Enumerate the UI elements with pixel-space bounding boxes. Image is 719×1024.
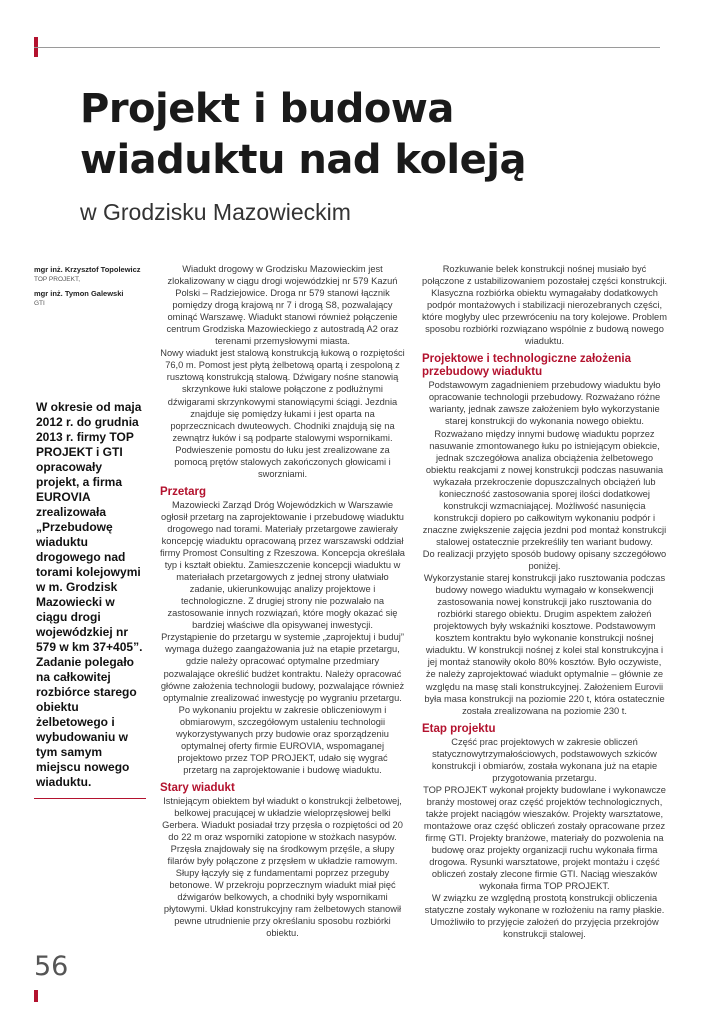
section-heading-zalozenia: Projektowe i technologiczne założenia przebudowy wiaduktu [422,353,631,379]
paragraph: Rozkuwanie belek konstrukcji nośnej musiało być połączone z ustabilizowaniem pozostałej części konstrukcji. Klasyczna rozbiórka obiektu wymagałaby dodatkowych podpór montażowych i stabilizacji nierozebranych części, które mogłyby ulec przewróceniu na tory kolejowe. Problem sposobu rozbiórki rozwiązano wspólnie z budową nowego wiaduktu. [422,264,667,347]
paragraph: TOP PROJEKT wykonał projekty budowlane i wykonawcze branży mostowej oraz część projektów technologicznych, także projekt naciągów wieszaków. Projekty warsztatowe, montażowe oraz część obliczeń zostały opracowane przez firmę GTI. Projekty branżowe, materiały do pozwolenia na budowę oraz projekty organizacji ruchu wykonała firma drogowa. Rysunki warsztatowe, projekt montażu i część obliczeń zostały zlecone firmie GTI. Naciąg wieszaków wykonała firma TOP PROJEKT. [423,784,666,892]
paragraph: Podstawowym zagadnieniem przebudowy wiaduktu było opracowanie technologii przebudowy. Rozważano różne warianty, jednak zawsze założeniem było wykorzystanie starej konstrukcji do wykonania nowego obiektu. Rozważano między innymi budowę wiaduktu poprzez nasuwanie zmontowanego łuku po istniejącym obiekcie, jednak szczegółowa analiza obciążenia żelbetowego obiektu reakcjami z nowej konstrukcji podczas nasuwania wykazała przekroczenie dopuszczalnych obciążeń lub konieczność zastosowania sporej ilości dodatkowej konstrukcji wzmacniającej. Możliwość nasunięcia konstrukcji dopiero po całkowitym wykonaniu podpór i znaczne zwiększenie zajęcia jezdni pod montaż konstrukcji stalowej ostatecznie przekreśliły ten wariant budowy. [422,380,667,547]
body-column-1 [160,263,405,939]
paragraph: Mazowiecki Zarząd Dróg Wojewódzkich w Warszawie ogłosił przetarg na zaprojektowanie i przebudowę wiaduktu drogowego nad torami. Materiały przetargowe zawierały koncepcję wiaduktu opracowaną przez warszawski oddział firmy Promost Consulting z Rzeszowa. Koncepcja określała typ i kształt obiektu. Zamieszczenie koncepcji wiaduktu w materiałach przetargowych z jednej strony ułatwiało zadanie, ukierunkowując analizy projektowe i technologiczne. Z drugiej strony nie pozwalało na zastosowanie innych rozwiązań, które mogły okazać się bardziej właściwe dla opisywanej inwestycji. [160,499,405,631]
author-name: mgr inż. Tymon Galewski [34,289,124,298]
page-number: 56 [34,951,69,982]
article-subtitle: w Grodzisku Mazowieckim [80,199,351,225]
author-name: mgr inż. Krzysztof Topolewicz [34,265,141,274]
paragraph: Część prac projektowych w zakresie obliczeń statycznowytrzymałościowych, podstawowych szkiców konstrukcji i obmiarów, została wykonana już na etapie przygotowania przetargu. [431,736,658,783]
section-heading-etap-projektu: Etap projektu [422,722,496,735]
article-title [80,84,526,186]
lead-callout [34,400,146,799]
paragraph: Nowy wiadukt jest stalową konstrukcją łukową o rozpiętości 76,0 m. Pomost jest płytą żelbetową opartą i zespoloną z rusztową konstrukcją stalową. Dźwigary nośne stanowią skrzynkowe łuki stalowe połączone z podłużnymi dźwigarami skrzynkowymi stanowiącymi ściągi. Jezdnia znajduje się pomiędzy łukami i jest oparta na poprzecznicach dwuteowych. Chodniki znajdują się na zewnątrz łuków i są podparte stalowymi wspornikami. Podwieszenie pomostu do łuku jest zrealizowane za pomocą prętów stalowych zakończonych głowicami i sworzniami. [160,348,405,479]
paragraph: Wiadukt drogowy w Grodzisku Mazowieckim jest zlokalizowany w ciągu drogi wojewódzkiej nr 579 Kazuń Polski – Radziejowice. Droga nr 579 stanowi łącznik pomiędzy drogą krajową nr 7 i drogą S8, pozwalający ominąć Warszawę. Wiadukt stanowi również połączenie centrum Grodziska Mazowieckiego z autostradą A2 oraz terenami przemysłowymi miasta. [166,264,399,347]
header-rule [34,47,660,48]
author-affiliation: TOP PROJEKT, [34,276,80,283]
body-column-2 [422,263,667,940]
paragraph: Istniejącym obiektem był wiadukt o konstrukcji żelbetowej, belkowej pracującej w układzie wieloprzęsłowej belki Gerbera. Wiadukt posiadał trzy przęsła o rozpiętości od 20 do 22 m oraz wsporniki zatopione w stożkach nasypów. Przęsła znajdowały się na środkowym przęśle, a słupy filarów były połączone z przęsłem w układzie ramowym. Słupy łączyły się z fundamentami poprzez przeguby betonowe. W przekroju poprzecznym wiadukt miał pięć dźwigarów belkowych, a chodniki były wspornikami płytowymi. Układ konstrukcyjny ram żelbetowych stanowił pewne utrudnienie przy określaniu sposobu rozbiórki obiektu. [162,795,403,939]
paragraph: Do realizacji przyjęto sposób budowy opisany szczegółowo poniżej. [422,548,667,572]
callout-divider [34,798,146,799]
author-affiliation: GTI [34,300,45,307]
callout-text: W okresie od maja 2012 r. do grudnia 2013 r. firmy TOP PROJEKT i GTI opracowały projekt, a firma EUROVIA zrealizowała „Przebudowę wiaduktu drogowego nad torami kolejowymi w m. Grodzisk Mazowiecki w ciągu drogi wojewódzkiej nr 579 w km 37+405”. Zadanie polegało na całkowitej rozbiórce starego obiektu żelbetowego i wybudowaniu w tym samym miejscu nowego wiaduktu. [36,400,143,789]
title-line-2: wiaduktu nad koleją [80,137,526,183]
page-accent-bar [34,990,38,1002]
section-heading-przetarg: Przetarg [160,485,207,498]
paragraph: W związku ze względną prostotą konstrukcji obliczenia statyczne zostały wykonane w rozłożeniu na ramy płaskie. Umożliwiło to przyjęcie założeń do przyjęcia przekrojów konstrukcji stalowej. [424,893,665,940]
paragraph: Przystąpienie do przetargu w systemie „zaprojektuj i buduj” wymaga dużego zaangażowania już na etapie przetargu, gdzie należy opracować optymalne przedmiary pozwalające określić budżet kontraktu. Należy opracować główne założenia technologii budowy, pozwalające również optymalnie zrealizować inwestycję po wygraniu przetargu. Po wykonaniu projektu w zakresie obliczeniowym i obmiarowym, szczegółowym ustaleniu technologii wykorzystywanych przy budowie oraz sporządzeniu optymalnej oferty firmie EUROVIA, wspomaganej projektowo przez TOP PROJEKT, udało się wygrać przetarg na zaprojektowanie i budowę wiaduktu. [160,632,405,775]
author-block [34,265,146,313]
section-heading-stary-wiadukt: Stary wiadukt [160,781,235,794]
title-line-1: Projekt i budowa [80,86,454,132]
paragraph: Wykorzystanie starej konstrukcji jako rusztowania podczas budowy nowego wiaduktu wymagało w konsekwencji zastosowania nowej konstrukcji jako rusztowania do rozbiórki starego obiektu. Drugim aspektem założeń projektowych były wskaźniki kosztowe. Podstawowym kosztem kontraktu było wykonanie konstrukcji nośnej wiaduktu. W konstrukcji nośnej z kolei stal konstrukcyjna i jej montaż stanowiły około 80% kosztów. Było oczywiste, że należy zaprojektować wiadukt optymalnie – głównie ze względu na masę stali konstrukcyjnej. Założeniem Eurovii była masa konstrukcji na poziomie 220 t, która ostatecznie została zrealizowana na poziomie 230 t. [423,573,666,716]
